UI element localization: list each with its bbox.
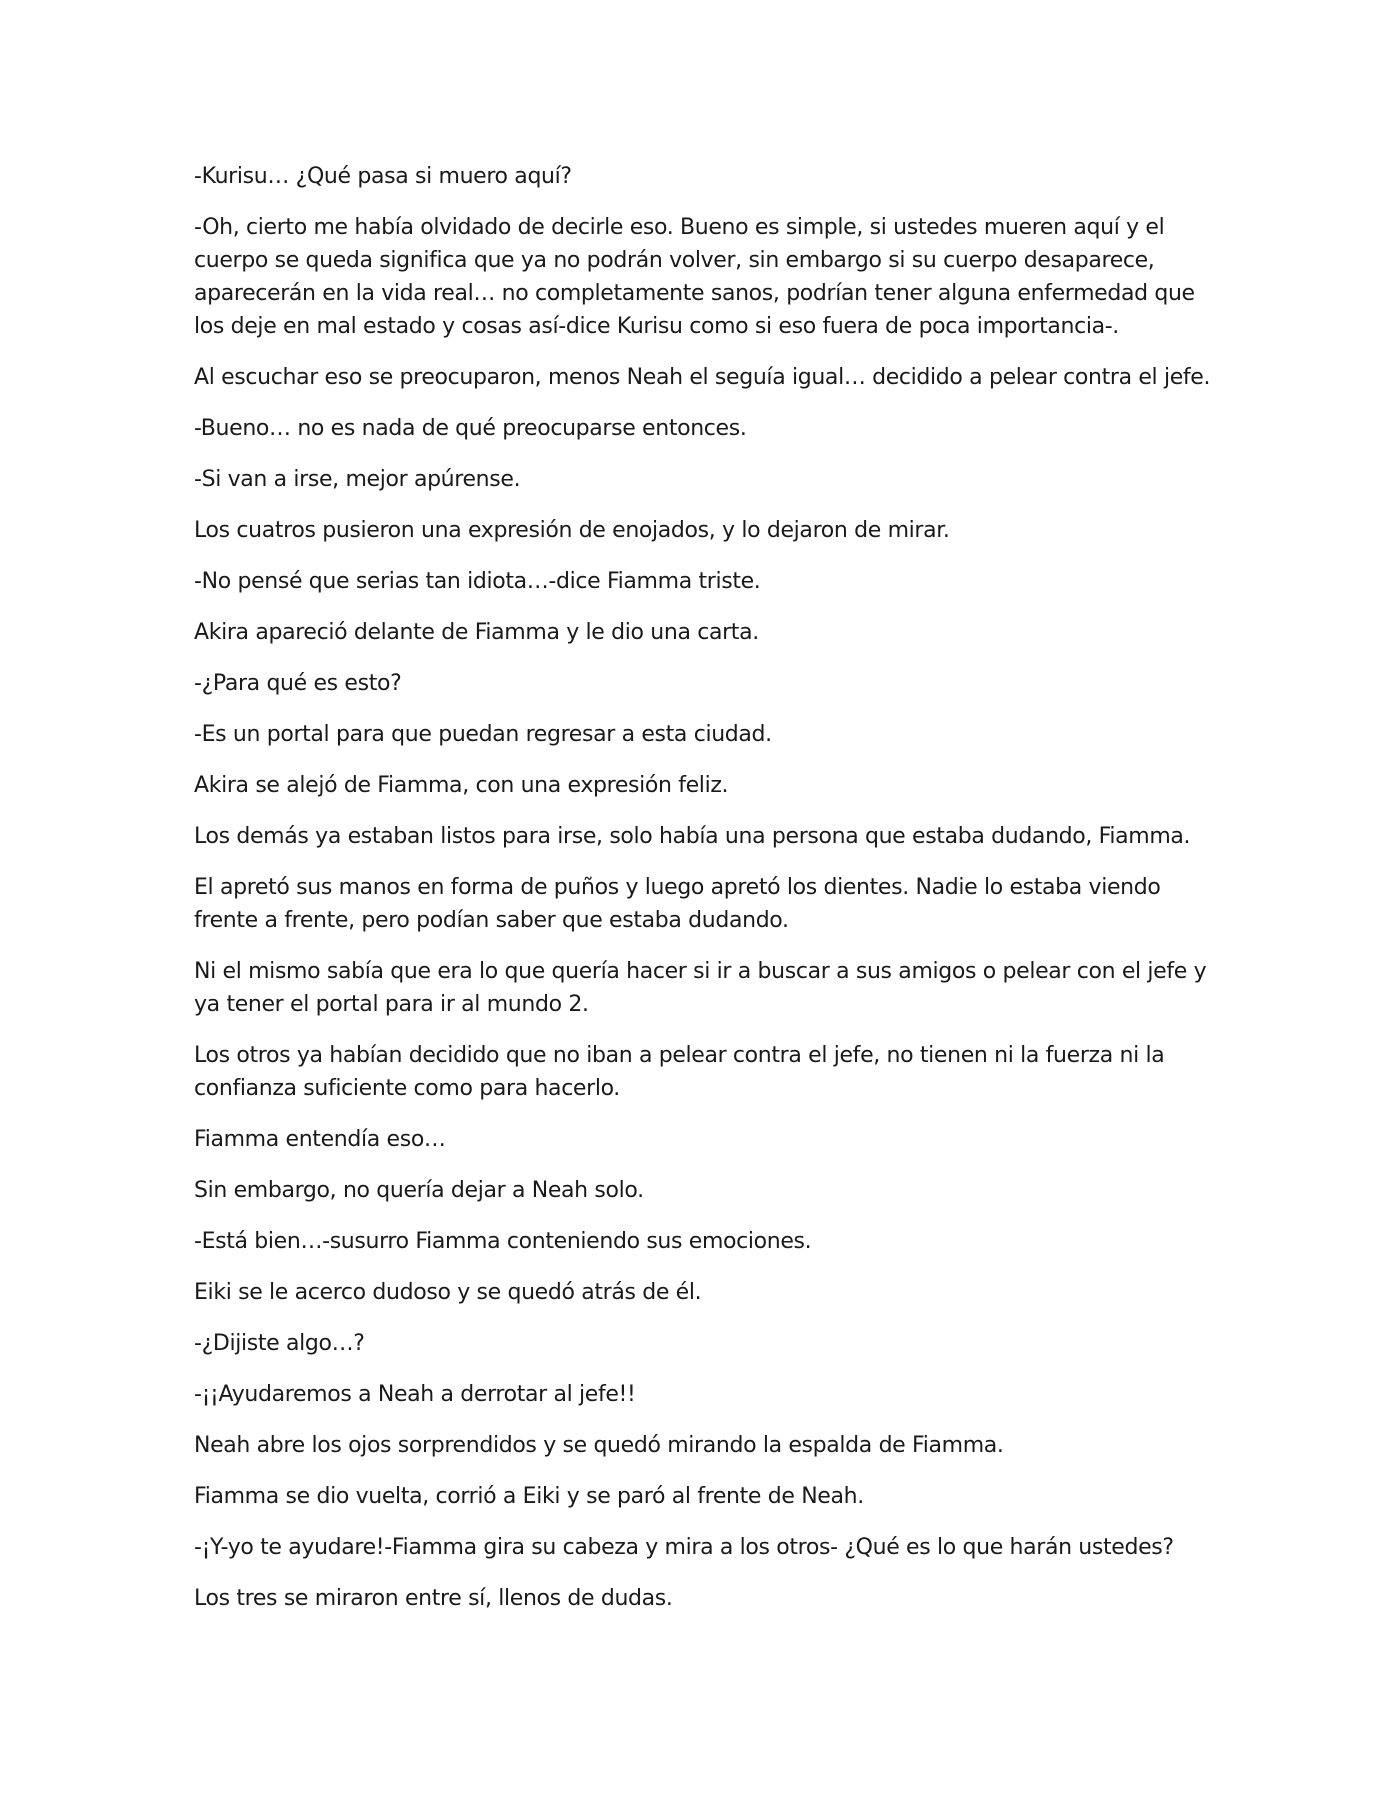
paragraph: -¡¡Ayudaremos a Neah a derrotar al jefe!! bbox=[194, 1382, 636, 1407]
paragraph: Akira se alejó de Fiamma, con una expresión feliz. bbox=[194, 773, 729, 798]
paragraph: Akira apareció delante de Fiamma y le dio una carta. bbox=[194, 620, 759, 645]
paragraph: Sin embargo, no quería dejar a Neah solo. bbox=[194, 1178, 644, 1203]
paragraph: Los cuatros pusieron una expresión de enojados, y lo dejaron de mirar. bbox=[194, 518, 950, 543]
paragraph: Los tres se miraron entre sí, llenos de dudas. bbox=[194, 1586, 673, 1611]
paragraph: -Oh, cierto me había olvidado de decirle eso. Bueno es simple, si ustedes mueren aquí y el cuerpo se queda significa que ya no podrán volver, sin embargo si su cuerpo desaparece, aparecerán en la vida real… no completamente sanos, podrían tener alguna enfermedad que los deje en mal estado y cosas así-dice Kurisu como si eso fuera de poca importancia-. bbox=[194, 215, 1195, 339]
paragraph: -Kurisu… ¿Qué pasa si muero aquí? bbox=[194, 164, 572, 189]
paragraph: El apretó sus manos en forma de puños y luego apretó los dientes. Nadie lo estaba viendo frente a frente, pero podían saber que estaba dudando. bbox=[194, 875, 1161, 933]
paragraph: Los otros ya habían decidido que no iban a pelear contra el jefe, no tienen ni la fuerza ni la confianza suficiente como para hacerlo. bbox=[194, 1043, 1165, 1101]
document-body bbox=[194, 160, 1224, 1633]
paragraph: -¿Para qué es esto? bbox=[194, 671, 402, 696]
paragraph: -No pensé que serias tan idiota…-dice Fiamma triste. bbox=[194, 569, 761, 594]
paragraph: -¿Dijiste algo…? bbox=[194, 1331, 365, 1356]
paragraph: -Bueno… no es nada de qué preocuparse entonces. bbox=[194, 416, 747, 441]
paragraph: -Si van a irse, mejor apúrense. bbox=[194, 467, 521, 492]
paragraph: Los demás ya estaban listos para irse, solo había una persona que estaba dudando, Fiamma. bbox=[194, 824, 1191, 849]
paragraph: -Está bien…-susurro Fiamma conteniendo sus emociones. bbox=[194, 1229, 812, 1254]
paragraph: Al escuchar eso se preocuparon, menos Neah el seguía igual… decidido a pelear contra el jefe. bbox=[194, 365, 1211, 390]
paragraph: Fiamma se dio vuelta, corrió a Eiki y se paró al frente de Neah. bbox=[194, 1484, 864, 1509]
paragraph: -Es un portal para que puedan regresar a esta ciudad. bbox=[194, 722, 772, 747]
paragraph: Ni el mismo sabía que era lo que quería hacer si ir a buscar a sus amigos o pelear con el jefe y ya tener el portal para ir al mundo 2. bbox=[194, 959, 1207, 1017]
paragraph: -¡Y-yo te ayudare!-Fiamma gira su cabeza y mira a los otros- ¿Qué es lo que harán ustedes? bbox=[194, 1535, 1174, 1560]
paragraph: Fiamma entendía eso… bbox=[194, 1127, 446, 1152]
paragraph: Neah abre los ojos sorprendidos y se quedó mirando la espalda de Fiamma. bbox=[194, 1433, 1004, 1458]
paragraph: Eiki se le acerco dudoso y se quedó atrás de él. bbox=[194, 1280, 702, 1305]
